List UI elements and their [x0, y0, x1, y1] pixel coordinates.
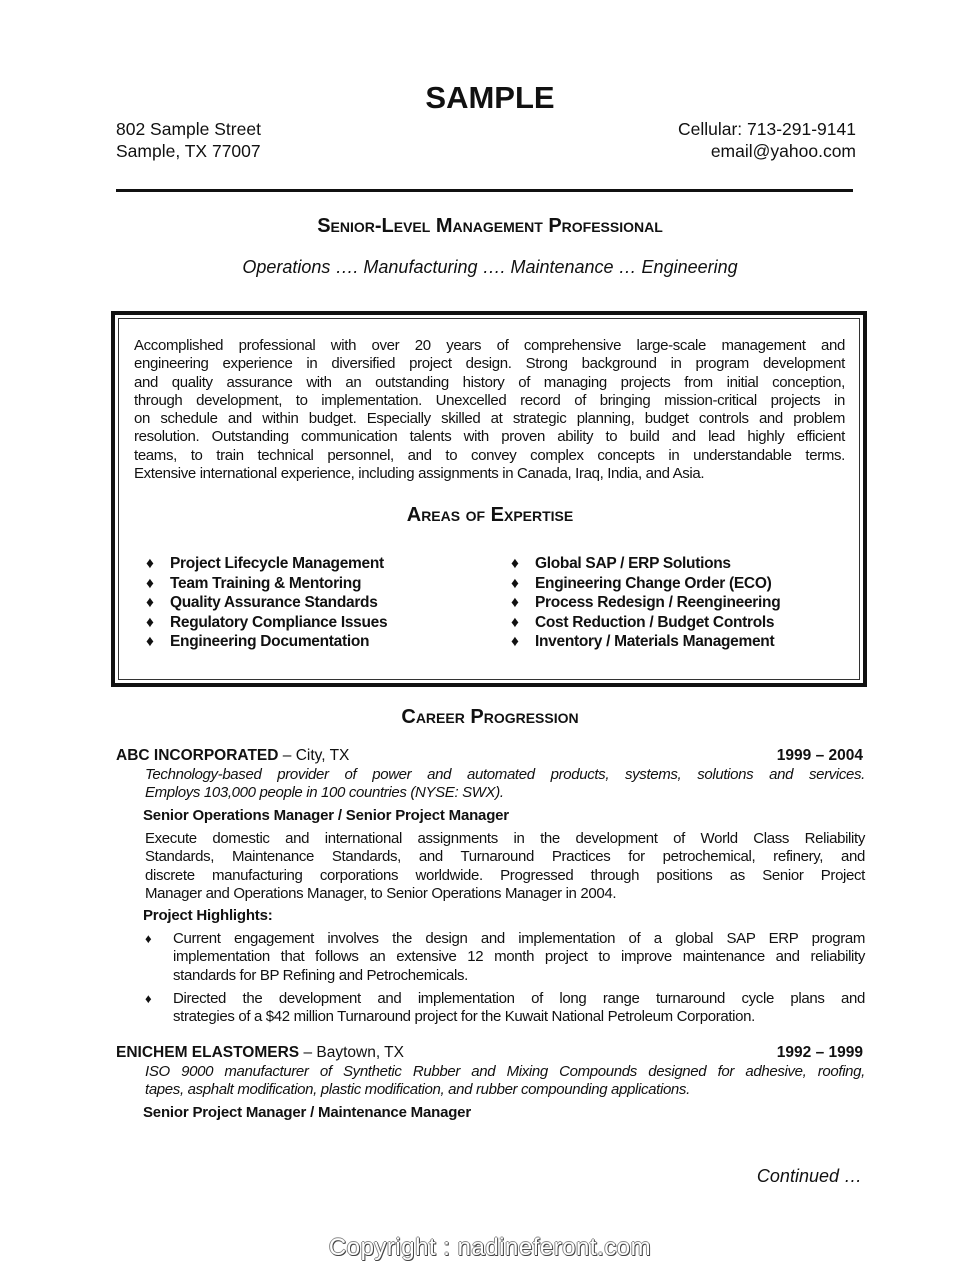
job-dates: 1999 – 2004 — [776, 747, 863, 764]
company-name: ENICHEM ELASTOMERS — [116, 1044, 300, 1061]
job-description — [145, 830, 865, 903]
expertise-item-label: Quality Assurance Standards — [170, 594, 378, 611]
diamond-bullet-icon: ♦ — [511, 613, 519, 631]
expertise-item — [511, 632, 780, 652]
company-description — [145, 766, 865, 803]
expertise-item — [146, 613, 387, 633]
highlights-list — [145, 930, 865, 1026]
expertise-item — [511, 613, 780, 633]
expertise-list-right — [511, 554, 780, 652]
text-line: Technology-based provider of power and automated products, systems, solutions and services. — [145, 766, 865, 783]
diamond-bullet-icon: ♦ — [146, 555, 154, 572]
contact-block — [678, 118, 856, 162]
expertise-item — [146, 574, 387, 594]
expertise-item — [146, 632, 387, 652]
expertise-item-label: Inventory / Materials Management — [535, 633, 775, 650]
expertise-item-label: Engineering Change Order (ECO) — [535, 574, 772, 592]
expertise-item-label: Project Lifecycle Management — [170, 555, 384, 572]
text-line: strategies of a $42 million Turnaround project for the Kuwait National Petroleum Corporation. — [173, 1008, 755, 1026]
career-heading: Career Progression — [401, 706, 579, 728]
summary-paragraph — [134, 337, 845, 483]
expertise-item — [146, 593, 387, 613]
company-name: ABC INCORPORATED — [116, 747, 279, 764]
company-row — [116, 1044, 863, 1062]
text-line: implementation that follows an extensive 12 month project to improve maintenance and reliability — [173, 948, 865, 966]
text-line: Execute domestic and international assignments in the development of World Class Reliability — [145, 830, 865, 847]
text-line: Extensive international experience, including assignments in Canada, Iraq, India, and Asia. — [134, 465, 705, 483]
expertise-item-label: Team Training & Mentoring — [170, 574, 362, 592]
headline: Senior-Level Management Professional — [317, 215, 663, 237]
expertise-item-label: Process Redesign / Reengineering — [535, 594, 781, 611]
address-block — [116, 118, 261, 162]
text-line: Employs 103,000 people in 100 countries (NYSE: SWX). — [145, 784, 504, 802]
header-rule — [116, 189, 853, 192]
diamond-bullet-icon: ♦ — [511, 594, 519, 611]
expertise-heading: Areas of Expertise — [406, 504, 574, 526]
diamond-bullet-icon: ♦ — [511, 633, 519, 650]
diamond-bullet-icon: ♦ — [146, 633, 154, 650]
expertise-item — [511, 554, 780, 574]
company-line — [116, 1044, 404, 1062]
expertise-item-label: Cost Reduction / Budget Controls — [535, 613, 775, 631]
highlight-item — [145, 930, 865, 985]
address-line: 802 Sample Street — [116, 119, 261, 139]
job-title: Senior Operations Manager / Senior Project Manager — [143, 807, 509, 824]
company-location: – Baytown, TX — [299, 1044, 404, 1061]
text-line: teams, to train technical personnel, and to convey complex concepts in understandable terms. — [134, 446, 845, 464]
text-line: Directed the development and implementation of long range turnaround cycle plans and — [173, 989, 865, 1007]
diamond-bullet-icon: ♦ — [145, 931, 152, 946]
highlight-item — [145, 990, 865, 1027]
company-description — [145, 1063, 865, 1100]
text-line: Accomplished professional with over 20 years of comprehensive large-scale management and — [134, 337, 845, 354]
subtitle: Operations …. Manufacturing …. Maintenance … Engineering — [242, 257, 738, 277]
diamond-bullet-icon: ♦ — [511, 574, 519, 592]
expertise-item — [146, 554, 387, 574]
job-title: Senior Project Manager / Maintenance Manager — [143, 1104, 471, 1121]
expertise-item-label: Regulatory Compliance Issues — [170, 613, 388, 631]
expertise-item — [511, 574, 780, 594]
continued-note: Continued … — [756, 1166, 862, 1186]
text-line: ISO 9000 manufacturer of Synthetic Rubber and Mixing Compounds designed for adhesive, roofing, — [145, 1063, 865, 1080]
highlight-text — [173, 990, 865, 1027]
text-line: through development, to implementation. Unexcelled record of bringing mission-critical projects in — [134, 391, 845, 409]
phone: Cellular: 713-291-9141 — [677, 119, 856, 139]
expertise-item-label: Global SAP / ERP Solutions — [535, 555, 731, 572]
text-line: discrete manufacturing corporations worldwide. Progressed through positions as Senior Project — [145, 866, 865, 884]
address-line: Sample, TX 77007 — [116, 141, 261, 161]
text-line: on schedule and within budget. Especially skilled at strategic planning, budget controls and problem — [134, 410, 845, 428]
text-line: resolution. Outstanding communication talents with proven ability to build and lead highly efficient — [134, 428, 845, 446]
text-line: engineering experience in diversified project design. Strong background in program development — [134, 355, 845, 373]
company-row — [116, 747, 863, 765]
expertise-item-label: Engineering Documentation — [170, 633, 370, 650]
diamond-bullet-icon: ♦ — [146, 574, 154, 592]
text-line: Manager and Operations Manager, to Senior Operations Manager in 2004. — [145, 884, 617, 902]
highlight-text — [173, 930, 865, 985]
text-line: Current engagement involves the design and implementation of a global SAP ERP program — [173, 930, 865, 947]
job-dates: 1992 – 1999 — [776, 1044, 863, 1061]
text-line: tapes, asphalt modification, plastic modification, and rubber compounding applications. — [145, 1081, 690, 1099]
company-line — [116, 747, 349, 765]
text-line: Standards, Maintenance Standards, and Turnaround Practices for petrochemical, refinery, and — [145, 848, 865, 866]
email: email@yahoo.com — [710, 141, 856, 161]
text-line: and quality assurance with an outstanding history of managing projects from initial conception, — [134, 373, 845, 391]
resume-name: SAMPLE — [425, 80, 555, 115]
diamond-bullet-icon: ♦ — [146, 594, 154, 611]
watermark: Copyright : nadineferont.com — [328, 1234, 652, 1261]
highlights-label: Project Highlights: — [143, 907, 273, 924]
expertise-item — [511, 593, 780, 613]
diamond-bullet-icon: ♦ — [145, 990, 152, 1006]
diamond-bullet-icon: ♦ — [511, 555, 519, 572]
diamond-bullet-icon: ♦ — [146, 613, 154, 631]
company-location: – City, TX — [278, 747, 350, 764]
text-line: standards for BP Refining and Petrochemicals. — [173, 966, 468, 984]
expertise-list-left — [146, 554, 387, 652]
